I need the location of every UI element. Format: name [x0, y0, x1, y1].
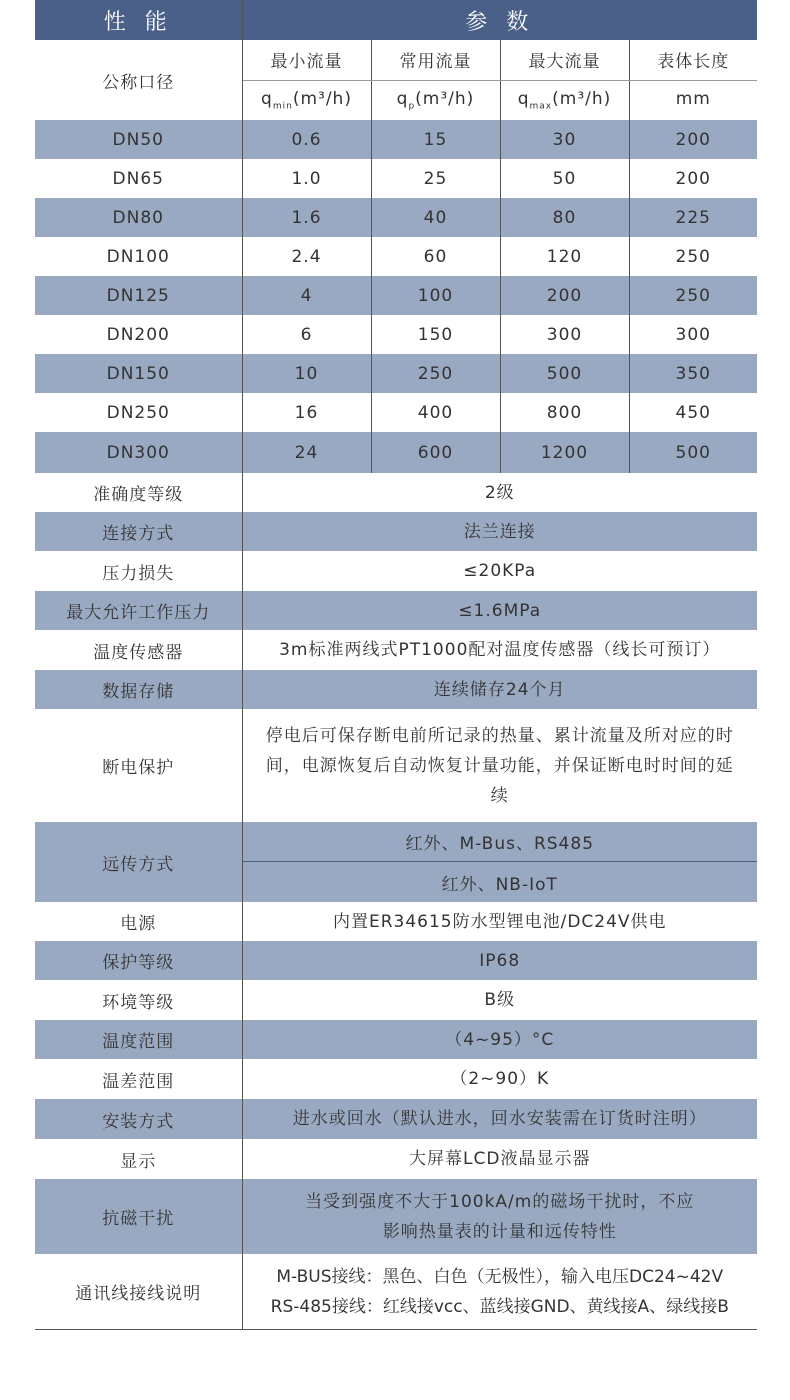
table-row [35, 670, 757, 709]
table-row [35, 237, 757, 276]
dn-value: 100 [371, 276, 500, 315]
spec-label: 显示 [35, 1139, 242, 1179]
spec-value-text: IP68 [479, 950, 521, 971]
spec-value [242, 630, 757, 670]
table-row [35, 941, 757, 980]
table-row [35, 591, 757, 630]
spec-value-text: （2~90）K [450, 1069, 550, 1089]
dn-value: 4 [242, 276, 371, 315]
dn-value: 150 [371, 315, 500, 354]
col-common-flow: 常用流量 [371, 40, 500, 80]
spec-value-text: 大屏幕LCD液晶显示器 [409, 1149, 591, 1169]
spec-value-text: 连续储存24个月 [433, 679, 566, 700]
dn-label: DN50 [35, 120, 242, 159]
spec-label: 电源 [35, 902, 242, 941]
spec-label: 最大允许工作压力 [35, 591, 242, 630]
spec-label: 温度传感器 [35, 630, 242, 670]
dn-value: 200 [500, 276, 629, 315]
dn-value: 200 [629, 159, 757, 198]
dn-value: 500 [629, 432, 757, 473]
spec-value-text: 停电后可保存断电前所记录的热量、累计流量及所对应的时间，电源恢复后自动恢复计量功能，并保证断电时时间的延续 [265, 725, 734, 806]
spec-value-text: B级 [484, 990, 516, 1010]
table-row [35, 1020, 757, 1059]
spec-value [242, 591, 757, 630]
dn-value: 60 [371, 237, 500, 276]
table-row [35, 1139, 757, 1179]
table-row [35, 276, 757, 315]
spec-value [242, 902, 757, 941]
table-row [35, 1254, 757, 1330]
table-row [35, 980, 757, 1020]
dn-value: 25 [371, 159, 500, 198]
spec-value [242, 1139, 757, 1179]
spec-label: 准确度等级 [35, 473, 242, 512]
dn-value: 15 [371, 120, 500, 159]
spec-value [242, 551, 757, 591]
spec-value [242, 980, 757, 1020]
spec-value-text: 3m标准两线式PT1000配对温度传感器（线长可预订） [279, 640, 721, 660]
dn-value: 200 [629, 120, 757, 159]
spec-value [242, 709, 757, 822]
table-row [35, 1099, 757, 1139]
spec-label: 连接方式 [35, 512, 242, 551]
table-row [35, 393, 757, 432]
spec-label: 远传方式 [35, 822, 242, 902]
unit-cell: $q_p(m^3/h)$ [371, 80, 500, 120]
dn-value: 350 [629, 354, 757, 393]
dn-value: 1.0 [242, 159, 371, 198]
spec-value-text: ≤1.6MPa [458, 600, 542, 621]
col-body-length: 表体长度 [629, 40, 757, 80]
dn-value: 300 [629, 315, 757, 354]
spec-value [242, 1020, 757, 1059]
table-row [35, 120, 757, 159]
spec-value-text: 法兰连接 [463, 521, 536, 542]
spec-label: 温度范围 [35, 1020, 242, 1059]
table-row [35, 473, 757, 512]
dn-value: 800 [500, 393, 629, 432]
unit-cell: $q_{min}(m^3/h)$ [242, 80, 371, 120]
dn-value: 250 [629, 276, 757, 315]
spec-value-text: ≤20KPa [463, 561, 537, 581]
dn-value: 30 [500, 120, 629, 159]
table-header [35, 0, 757, 40]
dn-value: 500 [500, 354, 629, 393]
dn-value: 600 [371, 432, 500, 473]
dn-value: 450 [629, 393, 757, 432]
dn-value: 50 [500, 159, 629, 198]
header-parameters: 参 数 [242, 0, 757, 40]
spec-value-text: 进水或回水（默认进水，回水安装需在订货时注明） [292, 1109, 707, 1129]
spec-value: 红外、M-Bus、RS485 [242, 822, 757, 862]
dn-label: DN125 [35, 276, 242, 315]
dn-value: 16 [242, 393, 371, 432]
table-row [35, 551, 757, 591]
unit-cell: $q_{max}(m^3/h)$ [500, 80, 629, 120]
dn-label: DN100 [35, 237, 242, 276]
dn-label: DN80 [35, 198, 242, 237]
spec-value-text: 内置ER34615防水型锂电池/DC24V供电 [332, 911, 667, 932]
row-label-nominal-diameter: 公称口径 [35, 40, 242, 120]
spec-label: 温差范围 [35, 1059, 242, 1099]
spec-value: 红外、NB-IoT [242, 862, 757, 903]
dn-value: 80 [500, 198, 629, 237]
spec-label: 断电保护 [35, 709, 242, 822]
table-row [35, 822, 757, 862]
spec-label: 环境等级 [35, 980, 242, 1020]
dn-value: 0.6 [242, 120, 371, 159]
dn-value: 120 [500, 237, 629, 276]
dn-value: 250 [629, 237, 757, 276]
dn-value: 24 [242, 432, 371, 473]
dn-value: 1200 [500, 432, 629, 473]
col-max-flow: 最大流量 [500, 40, 629, 80]
table-row [35, 512, 757, 551]
spec-value [242, 1059, 757, 1099]
table-row [35, 1179, 757, 1254]
spec-label: 抗磁干扰 [35, 1179, 242, 1254]
spec-label: 通讯线接线说明 [35, 1254, 242, 1330]
table-row [35, 432, 757, 473]
dn-label: DN150 [35, 354, 242, 393]
spec-value [242, 1179, 757, 1254]
table-row [35, 354, 757, 393]
dn-value: 10 [242, 354, 371, 393]
spec-label: 保护等级 [35, 941, 242, 980]
table-row [35, 630, 757, 670]
spec-value [242, 512, 757, 551]
dn-value: 300 [500, 315, 629, 354]
spec-value [242, 670, 757, 709]
spec-label: 安装方式 [35, 1099, 242, 1139]
table-row [35, 902, 757, 941]
table-row [35, 198, 757, 237]
dn-label: DN300 [35, 432, 242, 473]
table-row [35, 709, 757, 822]
dn-label: DN250 [35, 393, 242, 432]
spec-value [242, 1099, 757, 1139]
dn-value: 400 [371, 393, 500, 432]
table-row [35, 315, 757, 354]
spec-value [242, 473, 757, 512]
spec-label: 数据存储 [35, 670, 242, 709]
spec-value [242, 1254, 757, 1330]
spec-table [35, 0, 757, 1330]
dn-label: DN200 [35, 315, 242, 354]
spec-value-text: 2级 [484, 482, 515, 503]
dn-value: 225 [629, 198, 757, 237]
spec-value-text: （4~95）°C [445, 1029, 555, 1050]
dn-value: 1.6 [242, 198, 371, 237]
spec-label: 压力损失 [35, 551, 242, 591]
dn-value: 40 [371, 198, 500, 237]
col-min-flow: 最小流量 [242, 40, 371, 80]
dn-value: 250 [371, 354, 500, 393]
dn-label: DN65 [35, 159, 242, 198]
spec-value [242, 941, 757, 980]
spec-line: M-BUS接线：黑色、白色（无极性），输入电压DC24~42V [276, 1266, 724, 1287]
unit-cell: mm [629, 80, 757, 120]
header-performance: 性 能 [35, 0, 242, 40]
table-row [35, 1059, 757, 1099]
dn-value: 2.4 [242, 237, 371, 276]
table-row [35, 159, 757, 198]
spec-value-text: 当受到强度不大于100kA/m的磁场干扰时，不应影响热量表的计量和远传特性 [305, 1191, 695, 1242]
spec-line: RS-485接线：红线接vcc、蓝线接GND、黄线接A、绿线接B [270, 1296, 729, 1317]
dn-value: 6 [242, 315, 371, 354]
